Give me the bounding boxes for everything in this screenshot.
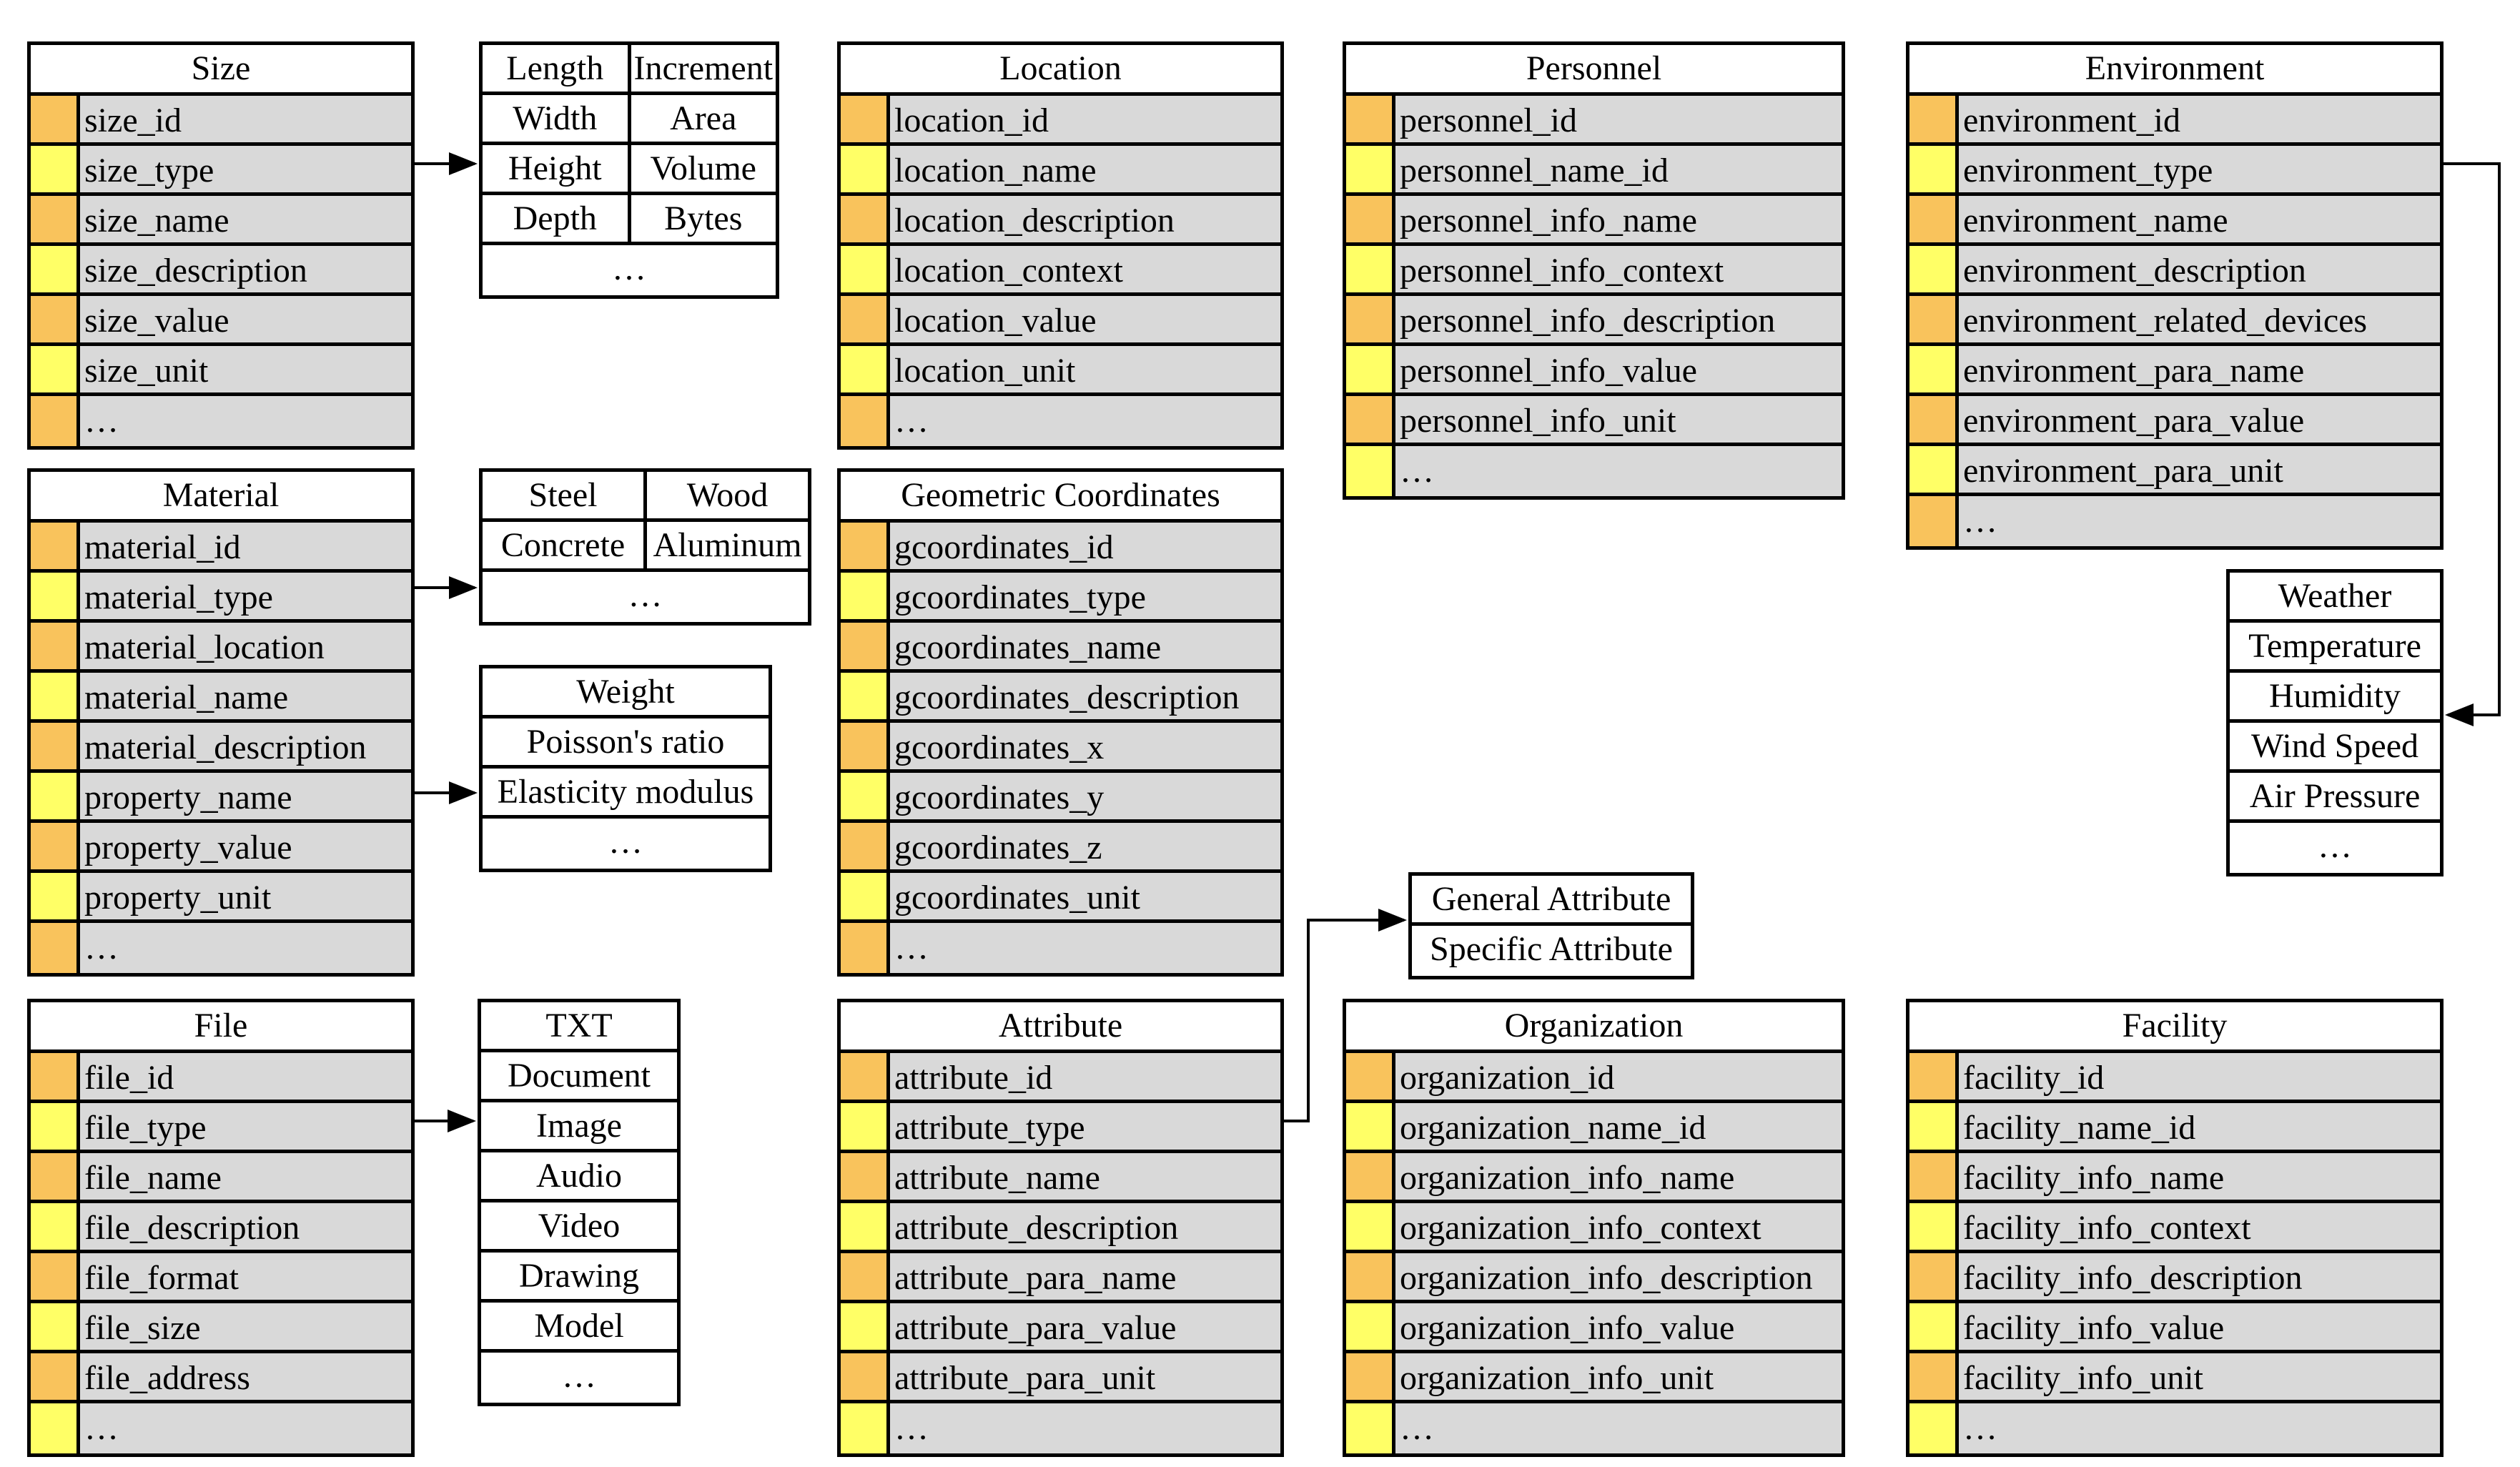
field-name: gcoordinates_x (890, 723, 1280, 769)
field-name: facility_name_id (1959, 1103, 2440, 1150)
field-name: personnel_info_value (1395, 346, 1842, 392)
value-cell: Temperature (2248, 627, 2421, 665)
field-name: environment_type (1959, 146, 2440, 192)
field-name: organization_id (1395, 1053, 1842, 1100)
field-name: facility_info_name (1959, 1153, 2440, 1200)
field-name: location_description (890, 196, 1280, 242)
table-title: Material (31, 472, 411, 523)
field-name: material_name (80, 673, 411, 719)
value-cell: … (628, 576, 663, 614)
table-title: Organization (1346, 1002, 1842, 1053)
field-name: … (80, 1403, 411, 1453)
field-name: organization_info_unit (1395, 1353, 1842, 1400)
field-name: material_description (80, 723, 411, 769)
field-name: gcoordinates_description (890, 673, 1280, 719)
field-name: location_id (890, 96, 1280, 142)
field-name: … (890, 396, 1280, 446)
field-name: … (890, 1403, 1280, 1453)
field-name: organization_info_description (1395, 1253, 1842, 1300)
value-cell: Steel (528, 476, 598, 514)
field-name: location_unit (890, 346, 1280, 392)
value-cell: … (562, 1357, 596, 1395)
field-name: location_value (890, 296, 1280, 342)
table-title: Attribute (841, 1002, 1280, 1053)
field-name: environment_id (1959, 96, 2440, 142)
value-cell: Model (534, 1307, 624, 1345)
value-cell: Bytes (628, 195, 776, 242)
field-name: attribute_description (890, 1203, 1280, 1250)
value-cell: General Attribute (1431, 880, 1671, 918)
field-name: file_format (80, 1253, 411, 1300)
value-cell: Wood (643, 472, 808, 518)
field-name: material_id (80, 523, 411, 569)
field-name: attribute_para_unit (890, 1353, 1280, 1400)
field-name: file_type (80, 1103, 411, 1150)
value-cell: Length (506, 49, 604, 87)
field-name: file_name (80, 1153, 411, 1200)
attribute-type-arrow (1284, 920, 1404, 1121)
field-name: property_value (80, 823, 411, 869)
field-name: gcoordinates_name (890, 623, 1280, 669)
field-name: attribute_para_name (890, 1253, 1280, 1300)
value-cell: Humidity (2268, 677, 2401, 715)
value-cell: Document (508, 1057, 651, 1095)
field-name: environment_name (1959, 196, 2440, 242)
table-title: File (31, 1002, 411, 1053)
field-name: file_id (80, 1053, 411, 1100)
field-name: file_size (80, 1303, 411, 1350)
value-cell: Height (508, 149, 602, 187)
field-name: size_value (80, 296, 411, 342)
field-name: … (1395, 446, 1842, 496)
field-name: personnel_id (1395, 96, 1842, 142)
field-name: size_id (80, 96, 411, 142)
field-name: … (1395, 1403, 1842, 1453)
value-cell: Width (513, 99, 598, 137)
table-title: Size (31, 45, 411, 96)
field-name: facility_info_context (1959, 1203, 2440, 1250)
field-name: attribute_id (890, 1053, 1280, 1100)
value-cell: Video (538, 1207, 621, 1245)
value-cell: … (608, 823, 643, 861)
table-title: Personnel (1346, 45, 1842, 96)
value-cell: Image (536, 1107, 622, 1145)
field-name: environment_para_name (1959, 346, 2440, 392)
field-name: file_address (80, 1353, 411, 1400)
field-name: … (1959, 496, 2440, 546)
field-name: organization_info_name (1395, 1153, 1842, 1200)
field-name: file_description (80, 1203, 411, 1250)
field-name: environment_description (1959, 246, 2440, 292)
value-cell: Area (628, 95, 776, 142)
field-name: facility_info_value (1959, 1303, 2440, 1350)
field-name: size_description (80, 246, 411, 292)
field-name: gcoordinates_type (890, 573, 1280, 619)
table-title: Location (841, 45, 1280, 96)
field-name: material_type (80, 573, 411, 619)
value-cell: Poisson's ratio (526, 723, 725, 761)
field-name: … (1959, 1403, 2440, 1453)
value-cell: … (612, 250, 646, 287)
value-cell: Aluminum (643, 522, 808, 568)
field-name: attribute_name (890, 1153, 1280, 1200)
table-title: Facility (1909, 1002, 2440, 1053)
field-name: gcoordinates_y (890, 773, 1280, 819)
field-name: organization_info_context (1395, 1203, 1842, 1250)
field-name: facility_id (1959, 1053, 2440, 1100)
environment-type-arrow (2444, 164, 2499, 715)
field-name: personnel_info_context (1395, 246, 1842, 292)
value-cell: Weather (2278, 577, 2392, 615)
field-name: personnel_info_name (1395, 196, 1842, 242)
value-cell: Wind Speed (2250, 727, 2419, 765)
value-cell: … (2318, 827, 2352, 865)
value-cell: TXT (545, 1007, 613, 1044)
field-name: personnel_info_description (1395, 296, 1842, 342)
field-name: gcoordinates_unit (890, 873, 1280, 919)
field-name: … (80, 396, 411, 446)
field-name: size_name (80, 196, 411, 242)
field-name: environment_related_devices (1959, 296, 2440, 342)
field-name: gcoordinates_z (890, 823, 1280, 869)
field-name: environment_para_unit (1959, 446, 2440, 493)
field-name: environment_para_value (1959, 396, 2440, 443)
field-name: size_unit (80, 346, 411, 392)
field-name: property_name (80, 773, 411, 819)
field-name: gcoordinates_id (890, 523, 1280, 569)
field-name: location_context (890, 246, 1280, 292)
field-name: organization_info_value (1395, 1303, 1842, 1350)
field-name: facility_info_description (1959, 1253, 2440, 1300)
value-cell: Depth (513, 199, 597, 237)
table-title: Geometric Coordinates (841, 472, 1280, 523)
field-name: property_unit (80, 873, 411, 919)
field-name: organization_name_id (1395, 1103, 1842, 1150)
field-name: personnel_info_unit (1395, 396, 1842, 443)
field-name: size_type (80, 146, 411, 192)
value-cell: Concrete (500, 526, 626, 564)
value-cell: Air Pressure (2249, 777, 2421, 815)
value-cell: Weight (576, 673, 675, 711)
value-cell: Specific Attribute (1430, 930, 1673, 968)
field-name: attribute_type (890, 1103, 1280, 1150)
value-cell: Audio (536, 1157, 622, 1195)
value-cell: Elasticity modulus (497, 773, 754, 811)
table-title: Environment (1909, 45, 2440, 96)
field-name: location_name (890, 146, 1280, 192)
field-name: material_location (80, 623, 411, 669)
field-name: facility_info_unit (1959, 1353, 2440, 1400)
value-cell: Volume (628, 145, 776, 192)
value-cell: Drawing (519, 1257, 639, 1295)
field-name: … (890, 923, 1280, 973)
value-cell: Increment (628, 45, 776, 92)
field-name: personnel_name_id (1395, 146, 1842, 192)
field-name: attribute_para_value (890, 1303, 1280, 1350)
field-name: … (80, 923, 411, 973)
